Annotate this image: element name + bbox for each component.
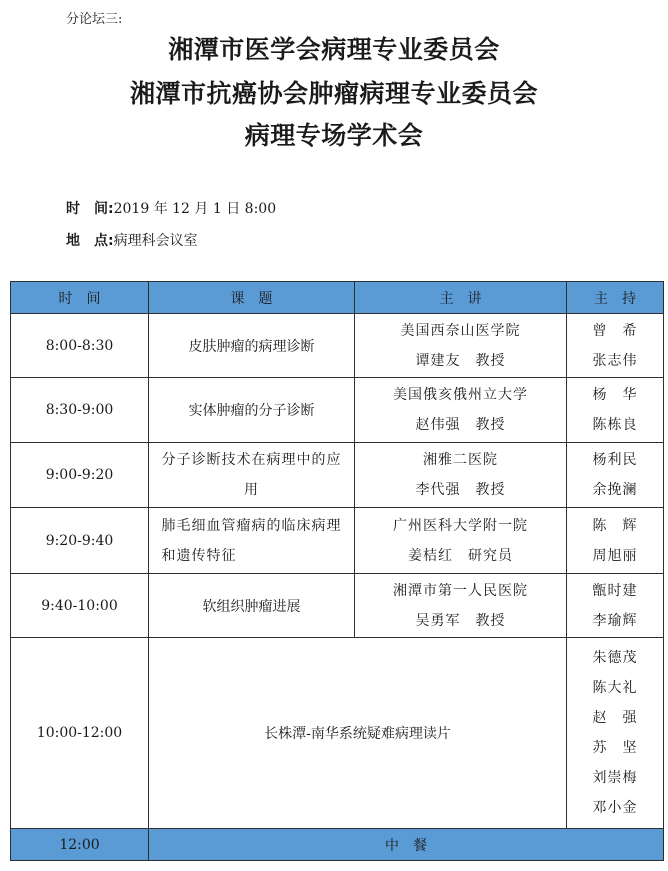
lunch-time: 12:00 xyxy=(11,829,149,861)
host-name: 苏 坚 xyxy=(592,740,638,756)
speaker-name: 姜桔红 研究员 xyxy=(408,547,513,564)
speaker-name: 李代强 教授 xyxy=(415,482,506,498)
host-name: 周旭丽 xyxy=(592,547,638,564)
row-topic: 软组织肿瘤进展 xyxy=(149,574,355,638)
table-row xyxy=(11,574,664,638)
row-hosts xyxy=(567,574,664,638)
host-name: 李瑜辉 xyxy=(592,612,638,629)
row-speaker xyxy=(355,508,567,574)
row-hosts xyxy=(567,443,664,508)
host-name: 杨 华 xyxy=(592,387,638,403)
lunch-label: 中 餐 xyxy=(149,829,664,861)
row-time: 9:00-9:20 xyxy=(11,443,149,508)
speaker-org: 美国俄亥俄州立大学 xyxy=(393,387,528,403)
host-name: 陈大礼 xyxy=(592,680,638,696)
host-name: 余挽澜 xyxy=(592,482,638,498)
row-time: 9:20-9:40 xyxy=(11,508,149,574)
row-time: 8:30-9:00 xyxy=(11,378,149,443)
header-topic: 课 题 xyxy=(149,282,355,314)
row-time: 10:00-12:00 xyxy=(11,638,149,829)
host-name: 陈栋良 xyxy=(592,417,638,433)
header-host: 主 持 xyxy=(567,282,664,314)
host-name: 陈 辉 xyxy=(592,517,638,534)
page-title-1: 湘潭市医学会病理专业委员会 xyxy=(168,35,500,64)
meta-time-value: 2019 年 12 月 1 日 8:00 xyxy=(113,201,277,217)
row-topic xyxy=(149,508,355,574)
speaker-org: 广州医科大学附一院 xyxy=(393,517,528,534)
row-speaker xyxy=(355,378,567,443)
header-time: 时 间 xyxy=(11,282,149,314)
row-time: 8:00-8:30 xyxy=(11,314,149,378)
table-row xyxy=(11,508,664,574)
row-hosts xyxy=(567,638,664,829)
forum-label: 分论坛三: xyxy=(66,12,123,27)
host-name: 朱德茂 xyxy=(592,650,638,666)
speaker-name: 赵伟强 教授 xyxy=(415,417,506,433)
meta-time xyxy=(66,198,276,218)
speaker-org: 湘潭市第一人民医院 xyxy=(393,582,528,599)
meta-place-value: 病理科会议室 xyxy=(113,233,198,249)
topic-line: 用 xyxy=(244,482,259,498)
host-name: 刘崇梅 xyxy=(592,770,638,786)
host-name: 邓小金 xyxy=(592,800,638,816)
table-row xyxy=(11,314,664,378)
table-row xyxy=(11,378,664,443)
meta-time-key: 时 间: xyxy=(66,201,114,217)
row-hosts xyxy=(567,378,664,443)
speaker-org: 美国西奈山医学院 xyxy=(400,322,521,339)
topic-line: 分子诊断技术在病理中的应 xyxy=(161,452,342,468)
host-name: 杨利民 xyxy=(592,452,638,468)
row-topic: 实体肿瘤的分子诊断 xyxy=(149,378,355,443)
meta-place xyxy=(66,230,198,250)
row-topic: 皮肤肿瘤的病理诊断 xyxy=(149,314,355,378)
row-topic: 长株潭-南华系统疑难病理读片 xyxy=(149,638,567,829)
table-row xyxy=(11,638,664,829)
topic-line: 和遗传特征 xyxy=(161,547,237,564)
table-row xyxy=(11,443,664,508)
row-topic xyxy=(149,443,355,508)
topic-line: 肺毛细血管瘤病的临床病理 xyxy=(161,517,342,534)
row-speaker xyxy=(355,443,567,508)
row-time: 9:40-10:00 xyxy=(11,574,149,638)
host-name: 曾 希 xyxy=(592,322,638,339)
row-hosts xyxy=(567,508,664,574)
schedule-table xyxy=(10,281,664,861)
lunch-row xyxy=(11,829,664,861)
row-speaker xyxy=(355,574,567,638)
row-hosts xyxy=(567,314,664,378)
page-title-2: 湘潭市抗癌协会肿瘤病理专业委员会 xyxy=(129,79,538,108)
host-name: 甑时建 xyxy=(592,582,638,599)
table-header-row xyxy=(11,282,664,314)
speaker-name: 吴勇军 教授 xyxy=(415,612,506,629)
header-speaker: 主 讲 xyxy=(355,282,567,314)
row-speaker xyxy=(355,314,567,378)
meta-place-key: 地 点: xyxy=(66,233,114,249)
host-name: 张志伟 xyxy=(592,352,638,369)
host-name: 赵 强 xyxy=(592,710,638,726)
speaker-name: 谭建友 教授 xyxy=(415,352,506,369)
page-title-3: 病理专场学术会 xyxy=(244,121,424,150)
speaker-org: 湘雅二医院 xyxy=(423,452,498,468)
